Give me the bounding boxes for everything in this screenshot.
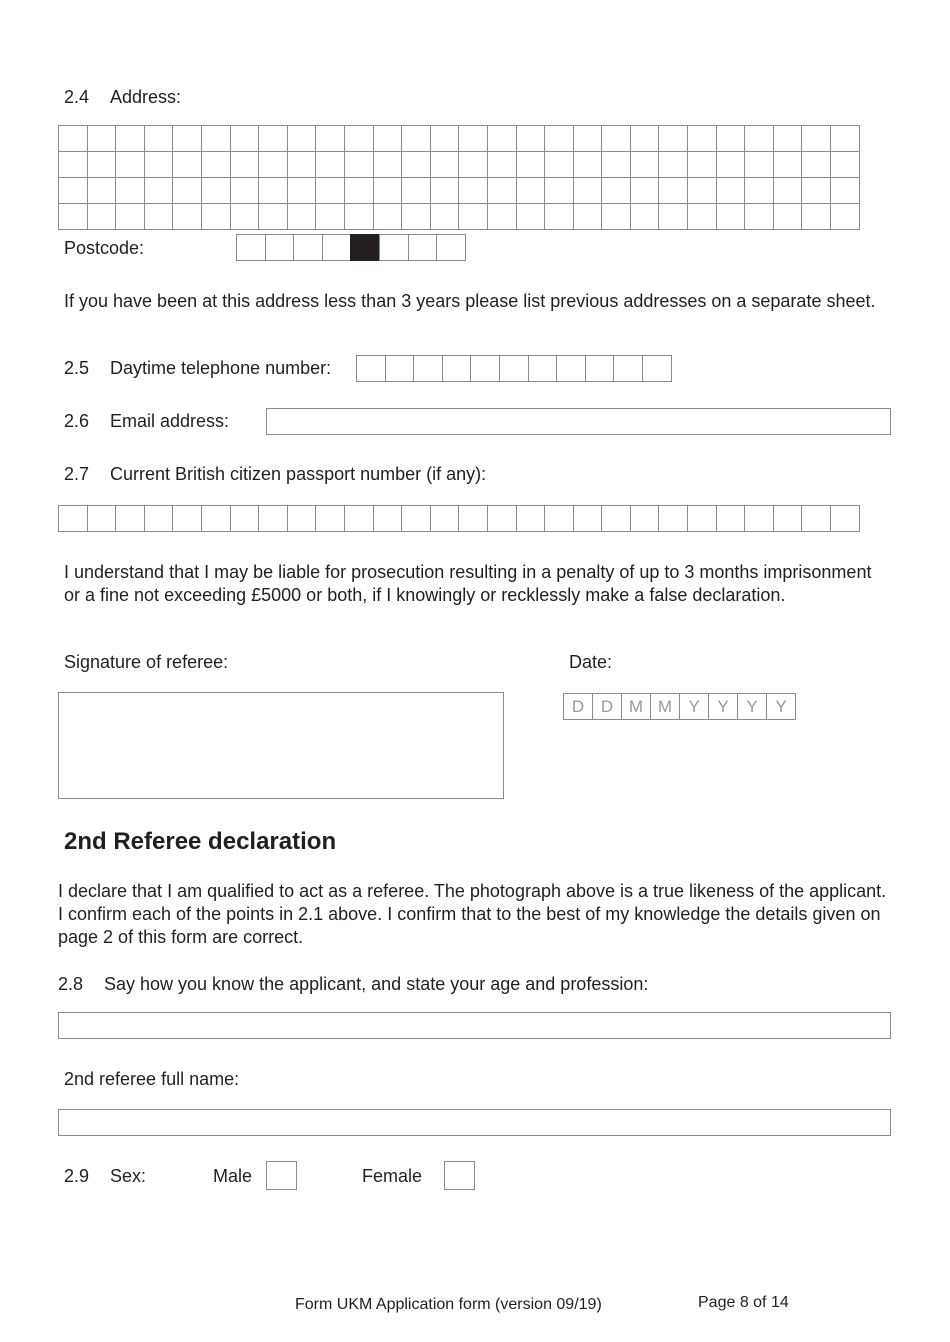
sex-number: 2.9 bbox=[64, 1166, 90, 1186]
box-cell[interactable] bbox=[687, 203, 717, 230]
box-cell[interactable] bbox=[773, 177, 803, 204]
box-cell[interactable] bbox=[373, 125, 403, 152]
box-cell[interactable] bbox=[87, 203, 117, 230]
box-cell[interactable] bbox=[344, 203, 374, 230]
box-cell[interactable] bbox=[87, 505, 117, 532]
box-cell[interactable] bbox=[144, 125, 174, 152]
box-cell[interactable] bbox=[379, 234, 409, 261]
box-cell[interactable] bbox=[144, 203, 174, 230]
box-cell[interactable] bbox=[436, 234, 466, 261]
date-cell[interactable]: Y bbox=[679, 693, 709, 720]
box-cell[interactable] bbox=[716, 203, 746, 230]
box-cell[interactable] bbox=[115, 151, 145, 178]
box-cell[interactable] bbox=[630, 177, 660, 204]
box-cell[interactable] bbox=[58, 177, 88, 204]
box-cell[interactable] bbox=[356, 355, 386, 382]
box-cell[interactable] bbox=[293, 234, 323, 261]
box-cell[interactable] bbox=[265, 234, 295, 261]
email-label: Email address: bbox=[110, 411, 230, 431]
box-cell[interactable] bbox=[744, 505, 774, 532]
box-cell[interactable] bbox=[287, 151, 317, 178]
box-cell[interactable] bbox=[430, 125, 460, 152]
box-cell[interactable] bbox=[687, 177, 717, 204]
prosecution-warning: I understand that I may be liable for prosecution resulting in a penalty of up to 3 months imprisonment or a fine not exceeding £5000 or both, if I knowingly or recklessly make a false declaration. bbox=[64, 562, 872, 605]
box-cell[interactable] bbox=[658, 505, 688, 532]
box-cell[interactable] bbox=[144, 151, 174, 178]
relationship-label: Say how you know the applicant, and state your age and profession: bbox=[104, 974, 649, 994]
box-cell[interactable] bbox=[230, 505, 260, 532]
box-cell[interactable] bbox=[430, 203, 460, 230]
box-cell[interactable] bbox=[287, 203, 317, 230]
full-name-field[interactable] bbox=[58, 1109, 891, 1136]
box-cell[interactable] bbox=[58, 125, 88, 152]
box-cell[interactable] bbox=[801, 125, 831, 152]
telephone-grid[interactable] bbox=[356, 355, 671, 382]
box-cell[interactable] bbox=[658, 151, 688, 178]
box-cell[interactable] bbox=[144, 505, 174, 532]
date-cell[interactable]: D bbox=[592, 693, 622, 720]
box-cell[interactable] bbox=[373, 203, 403, 230]
box-cell[interactable] bbox=[630, 203, 660, 230]
email-field[interactable] bbox=[266, 408, 891, 435]
date-label: Date: bbox=[569, 652, 613, 672]
box-cell[interactable] bbox=[144, 177, 174, 204]
box-cell[interactable] bbox=[687, 125, 717, 152]
box-cell[interactable] bbox=[556, 355, 586, 382]
footer-form-name: Form UKM Application form (version 09/19) bbox=[295, 1296, 602, 1313]
box-cell[interactable] bbox=[87, 151, 117, 178]
date-cell[interactable]: M bbox=[650, 693, 680, 720]
box-cell[interactable] bbox=[516, 177, 546, 204]
box-cell[interactable] bbox=[830, 203, 860, 230]
postcode-label: Postcode: bbox=[64, 238, 145, 258]
box-cell[interactable] bbox=[430, 151, 460, 178]
box-cell[interactable] bbox=[801, 203, 831, 230]
box-cell[interactable] bbox=[630, 125, 660, 152]
date-cell[interactable]: M bbox=[621, 693, 651, 720]
relationship-number: 2.8 bbox=[58, 974, 84, 994]
email-number: 2.6 bbox=[64, 411, 90, 431]
box-cell[interactable] bbox=[544, 177, 574, 204]
box-cell[interactable] bbox=[487, 203, 517, 230]
box-cell[interactable] bbox=[201, 151, 231, 178]
box-cell[interactable] bbox=[87, 125, 117, 152]
box-cell[interactable] bbox=[373, 505, 403, 532]
box-cell[interactable] bbox=[487, 125, 517, 152]
previous-address-note: If you have been at this address less than 3 years please list previous addresses on a separate sheet. bbox=[64, 291, 876, 311]
box-cell[interactable] bbox=[744, 151, 774, 178]
date-cell[interactable]: D bbox=[563, 693, 593, 720]
box-cell[interactable] bbox=[413, 355, 443, 382]
address-label: Address: bbox=[110, 87, 182, 107]
box-cell[interactable] bbox=[115, 203, 145, 230]
box-cell[interactable] bbox=[408, 234, 438, 261]
box-cell[interactable] bbox=[801, 151, 831, 178]
box-cell[interactable] bbox=[401, 177, 431, 204]
box-cell[interactable] bbox=[544, 125, 574, 152]
male-checkbox[interactable] bbox=[266, 1161, 297, 1190]
male-label: Male bbox=[213, 1166, 253, 1186]
box-cell[interactable] bbox=[630, 505, 660, 532]
box-cell[interactable] bbox=[642, 355, 672, 382]
box-cell[interactable] bbox=[315, 203, 345, 230]
box-cell[interactable] bbox=[544, 505, 574, 532]
box-cell[interactable] bbox=[201, 125, 231, 152]
box-cell[interactable] bbox=[258, 125, 288, 152]
box-cell[interactable] bbox=[350, 234, 380, 261]
box-cell[interactable] bbox=[573, 125, 603, 152]
box-cell[interactable] bbox=[744, 125, 774, 152]
box-cell[interactable] bbox=[801, 505, 831, 532]
box-cell[interactable] bbox=[344, 151, 374, 178]
box-cell[interactable] bbox=[601, 151, 631, 178]
box-cell[interactable] bbox=[287, 505, 317, 532]
box-cell[interactable] bbox=[236, 234, 266, 261]
box-cell[interactable] bbox=[544, 203, 574, 230]
box-cell[interactable] bbox=[716, 505, 746, 532]
box-cell[interactable] bbox=[373, 177, 403, 204]
box-cell[interactable] bbox=[716, 125, 746, 152]
relationship-field[interactable] bbox=[58, 1012, 891, 1039]
box-cell[interactable] bbox=[287, 125, 317, 152]
box-cell[interactable] bbox=[544, 151, 574, 178]
footer-page-number: Page 8 of 14 bbox=[698, 1294, 789, 1311]
box-cell[interactable] bbox=[401, 151, 431, 178]
box-cell[interactable] bbox=[773, 151, 803, 178]
box-cell[interactable] bbox=[830, 151, 860, 178]
address-grid[interactable] bbox=[58, 125, 859, 230]
box-cell[interactable] bbox=[442, 355, 472, 382]
box-cell[interactable] bbox=[315, 125, 345, 152]
postcode-grid[interactable] bbox=[236, 234, 465, 261]
box-cell[interactable] bbox=[401, 125, 431, 152]
box-cell[interactable] bbox=[744, 177, 774, 204]
box-cell[interactable] bbox=[573, 505, 603, 532]
box-cell[interactable] bbox=[172, 505, 202, 532]
box-cell[interactable] bbox=[601, 125, 631, 152]
box-cell[interactable] bbox=[516, 125, 546, 152]
box-cell[interactable] bbox=[430, 177, 460, 204]
box-cell[interactable] bbox=[470, 355, 500, 382]
box-cell[interactable] bbox=[601, 505, 631, 532]
signature-label: Signature of referee: bbox=[64, 652, 229, 672]
signature-box[interactable] bbox=[58, 692, 504, 799]
box-cell[interactable] bbox=[230, 177, 260, 204]
box-cell[interactable] bbox=[585, 355, 615, 382]
box-cell[interactable] bbox=[315, 177, 345, 204]
box-cell[interactable] bbox=[716, 177, 746, 204]
passport-label: Current British citizen passport number (if any): bbox=[110, 464, 487, 484]
box-cell[interactable] bbox=[487, 177, 517, 204]
date-grid[interactable] bbox=[563, 693, 795, 720]
box-cell[interactable] bbox=[773, 125, 803, 152]
address-line-3[interactable] bbox=[58, 177, 859, 204]
box-cell[interactable] bbox=[487, 505, 517, 532]
box-cell[interactable] bbox=[601, 203, 631, 230]
box-cell[interactable] bbox=[322, 234, 352, 261]
box-cell[interactable] bbox=[458, 203, 488, 230]
box-cell[interactable] bbox=[58, 203, 88, 230]
box-cell[interactable] bbox=[258, 177, 288, 204]
box-cell[interactable] bbox=[830, 177, 860, 204]
box-cell[interactable] bbox=[830, 505, 860, 532]
box-cell[interactable] bbox=[201, 177, 231, 204]
box-cell[interactable] bbox=[716, 151, 746, 178]
telephone-label: Daytime telephone number: bbox=[110, 358, 332, 378]
box-cell[interactable] bbox=[172, 151, 202, 178]
box-cell[interactable] bbox=[87, 177, 117, 204]
address-number: 2.4 bbox=[64, 87, 90, 107]
female-label: Female bbox=[362, 1166, 423, 1186]
box-cell[interactable] bbox=[487, 151, 517, 178]
box-cell[interactable] bbox=[315, 505, 345, 532]
box-cell[interactable] bbox=[172, 125, 202, 152]
passport-number-label-index: 2.7 bbox=[64, 464, 90, 484]
box-cell[interactable] bbox=[115, 505, 145, 532]
box-cell[interactable] bbox=[458, 151, 488, 178]
box-cell[interactable] bbox=[258, 203, 288, 230]
box-cell[interactable] bbox=[458, 125, 488, 152]
box-cell[interactable] bbox=[687, 505, 717, 532]
second-referee-declaration: I declare that I am qualified to act as a referee. The photograph above is a true likeness of the applicant. I confirm each of the points in 2.1 above. I confirm that to the best of my knowledge the details given on page 2 of this form are correct. bbox=[58, 881, 887, 947]
box-cell[interactable] bbox=[744, 203, 774, 230]
box-cell[interactable] bbox=[430, 505, 460, 532]
box-cell[interactable] bbox=[830, 125, 860, 152]
address-line-2[interactable] bbox=[58, 151, 859, 178]
address-line-4[interactable] bbox=[58, 203, 859, 230]
box-cell[interactable] bbox=[516, 505, 546, 532]
box-cell[interactable] bbox=[516, 203, 546, 230]
box-cell[interactable] bbox=[801, 177, 831, 204]
telephone-number: 2.5 bbox=[64, 358, 90, 378]
box-cell[interactable] bbox=[773, 505, 803, 532]
box-cell[interactable] bbox=[528, 355, 558, 382]
box-cell[interactable] bbox=[458, 505, 488, 532]
box-cell[interactable] bbox=[573, 151, 603, 178]
box-cell[interactable] bbox=[258, 505, 288, 532]
box-cell[interactable] bbox=[115, 125, 145, 152]
box-cell[interactable] bbox=[230, 125, 260, 152]
box-cell[interactable] bbox=[258, 151, 288, 178]
date-cell[interactable]: Y bbox=[708, 693, 738, 720]
box-cell[interactable] bbox=[315, 151, 345, 178]
box-cell[interactable] bbox=[630, 151, 660, 178]
box-cell[interactable] bbox=[516, 151, 546, 178]
box-cell[interactable] bbox=[385, 355, 415, 382]
box-cell[interactable] bbox=[658, 177, 688, 204]
address-line-1[interactable] bbox=[58, 125, 859, 152]
box-cell[interactable] bbox=[373, 151, 403, 178]
box-cell[interactable] bbox=[287, 177, 317, 204]
box-cell[interactable] bbox=[601, 177, 631, 204]
passport-grid[interactable] bbox=[58, 505, 859, 532]
box-cell[interactable] bbox=[230, 203, 260, 230]
box-cell[interactable] bbox=[401, 505, 431, 532]
box-cell[interactable] bbox=[499, 355, 529, 382]
box-cell[interactable] bbox=[201, 203, 231, 230]
box-cell[interactable] bbox=[613, 355, 643, 382]
box-cell[interactable] bbox=[687, 151, 717, 178]
second-referee-heading: 2nd Referee declaration bbox=[64, 828, 337, 855]
box-cell[interactable] bbox=[658, 125, 688, 152]
box-cell[interactable] bbox=[201, 505, 231, 532]
box-cell[interactable] bbox=[401, 203, 431, 230]
box-cell[interactable] bbox=[58, 505, 88, 532]
female-checkbox[interactable] bbox=[444, 1161, 475, 1190]
box-cell[interactable] bbox=[773, 203, 803, 230]
box-cell[interactable] bbox=[573, 203, 603, 230]
sex-label: Sex: bbox=[110, 1166, 147, 1186]
box-cell[interactable] bbox=[458, 177, 488, 204]
box-cell[interactable] bbox=[573, 177, 603, 204]
box-cell[interactable] bbox=[230, 151, 260, 178]
box-cell[interactable] bbox=[172, 203, 202, 230]
full-name-label: 2nd referee full name: bbox=[64, 1069, 240, 1089]
box-cell[interactable] bbox=[115, 177, 145, 204]
box-cell[interactable] bbox=[344, 125, 374, 152]
box-cell[interactable] bbox=[344, 505, 374, 532]
date-cell[interactable]: Y bbox=[737, 693, 767, 720]
date-cell[interactable]: Y bbox=[766, 693, 796, 720]
box-cell[interactable] bbox=[58, 151, 88, 178]
box-cell[interactable] bbox=[658, 203, 688, 230]
box-cell[interactable] bbox=[172, 177, 202, 204]
box-cell[interactable] bbox=[344, 177, 374, 204]
